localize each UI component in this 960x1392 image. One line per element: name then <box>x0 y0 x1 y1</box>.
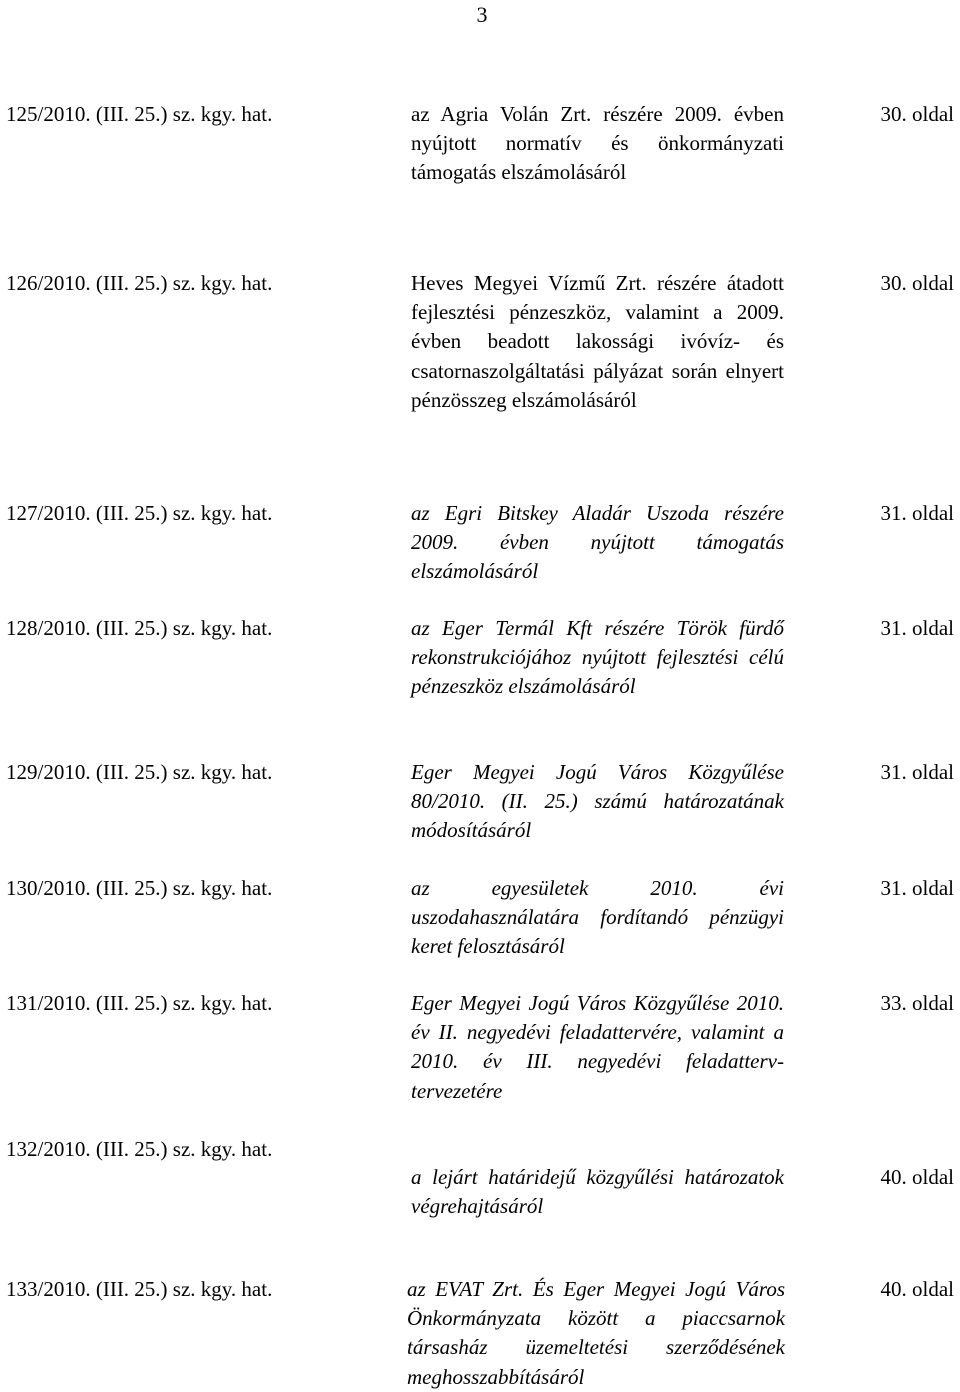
page-number: 3 <box>476 2 488 27</box>
resolution-reference: 133/2010. (III. 25.) sz. kgy. hat. <box>6 1277 273 1301</box>
resolution-description: az Agria Volán Zrt. részére 2009. évben nyújtott normatív és önkormányzati támogatás elszámolásáról <box>411 102 784 185</box>
resolution-reference: 128/2010. (III. 25.) sz. kgy. hat. <box>6 616 273 640</box>
resolution-description: a lejárt határidejű közgyűlési határozatok végrehajtásáról <box>411 1165 784 1219</box>
page-reference: 33. oldal <box>880 991 954 1015</box>
resolution-reference: 127/2010. (III. 25.) sz. kgy. hat. <box>6 501 273 525</box>
resolution-description: Heves Megyei Vízmű Zrt. részére átadott fejlesztési pénzeszköz, valamint a 2009. évben beadott lakossági ivóvíz- és csatornaszolgáltatási pályázat során elnyert pénzösszeg elszámolásáról <box>411 271 784 412</box>
page-reference: 40. oldal <box>880 1277 954 1301</box>
resolution-description: Eger Megyei Jogú Város Közgyűlése 2010. év II. negyedévi feladattervére, valamint a 2010. év III. negyedévi feladatterv-tervezetére <box>411 991 784 1103</box>
page-reference: 31. oldal <box>880 501 954 525</box>
page-reference: 31. oldal <box>880 876 954 900</box>
page-reference: 40. oldal <box>880 1165 954 1189</box>
resolution-description: az Egri Bitskey Aladár Uszoda részére 2009. évben nyújtott támogatás elszámolásáról <box>411 501 784 584</box>
page-reference: 31. oldal <box>880 616 954 640</box>
resolution-description: az EVAT Zrt. És Eger Megyei Jogú Város Önkormányzata között a piaccsarnok társasház üzemeltetési szerződésének meghosszabbításáról <box>407 1277 785 1389</box>
resolution-reference: 132/2010. (III. 25.) sz. kgy. hat. <box>6 1137 273 1161</box>
resolution-reference: 126/2010. (III. 25.) sz. kgy. hat. <box>6 271 273 295</box>
resolution-description: Eger Megyei Jogú Város Közgyűlése 80/2010. (II. 25.) számú határozatának módosításáról <box>411 760 784 843</box>
resolution-description: az egyesületek 2010. évi uszodahasználatára fordítandó pénzügyi keret felosztásáról <box>411 876 784 959</box>
page-reference: 31. oldal <box>880 760 954 784</box>
resolution-reference: 131/2010. (III. 25.) sz. kgy. hat. <box>6 991 273 1015</box>
resolution-reference: 129/2010. (III. 25.) sz. kgy. hat. <box>6 760 273 784</box>
resolution-description: az Eger Termál Kft részére Török fürdő rekonstrukciójához nyújtott fejlesztési célú pénzeszköz elszámolásáról <box>411 616 784 699</box>
resolution-reference: 130/2010. (III. 25.) sz. kgy. hat. <box>6 876 273 900</box>
page-reference: 30. oldal <box>880 102 954 126</box>
page-reference: 30. oldal <box>880 271 954 295</box>
resolution-reference: 125/2010. (III. 25.) sz. kgy. hat. <box>6 102 273 126</box>
